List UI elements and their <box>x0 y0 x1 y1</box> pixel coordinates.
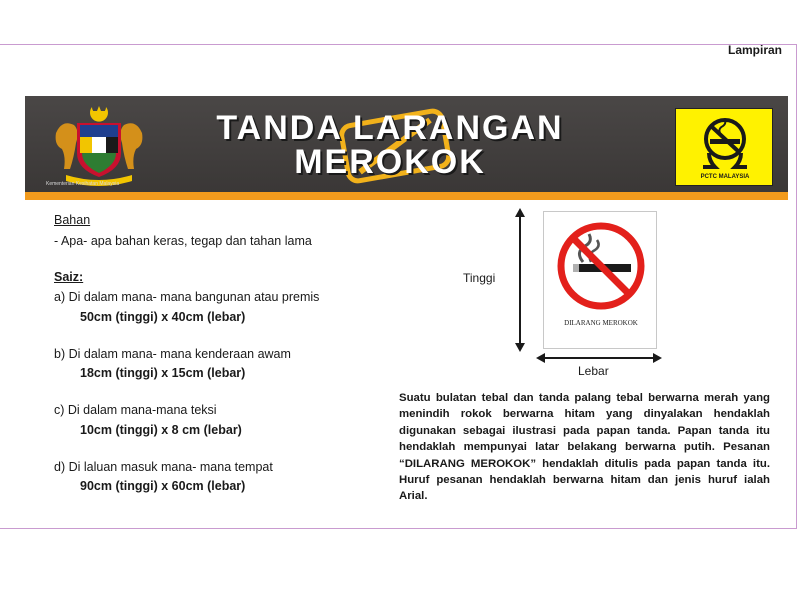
width-arrow-icon <box>536 352 662 364</box>
pctc-caption: PCTC MALAYSIA <box>700 174 750 180</box>
saiz-item-b-label: b) Di dalam mana- mana kenderaan awam <box>54 347 291 361</box>
height-arrow-icon <box>512 208 528 352</box>
title-block <box>180 100 600 190</box>
saiz-item-d-size: 90cm (tinggi) x 60cm (lebar) <box>80 479 246 493</box>
title-line-2: MEROKOK <box>294 143 486 181</box>
saiz-item-c-label: c) Di dalam mana-mana teksi <box>54 403 217 417</box>
title-line-1: TANDA LARANGAN <box>216 109 564 147</box>
lampiran-label: Lampiran <box>728 43 783 57</box>
saiz-item-a-label: a) Di dalam mana- mana bangunan atau premis <box>54 290 320 304</box>
tinggi-label: Tinggi <box>463 271 496 285</box>
saiz-heading: Saiz: <box>54 270 84 284</box>
bahan-heading: Bahan <box>54 213 91 227</box>
no-smoking-icon <box>555 220 647 312</box>
sign-caption: DILARANG MEROKOK <box>564 319 638 327</box>
saiz-item-c-size: 10cm (tinggi) x 8 cm (lebar) <box>80 423 242 437</box>
banner-orange-strip <box>25 192 788 200</box>
bahan-item: - Apa- apa bahan keras, tegap dan tahan lama <box>54 234 312 248</box>
description-paragraph: Suatu bulatan tebal dan tanda palang tebal berwarna merah yang menindih rokok berwarna hitam yang dinyalakan hendaklah digunakan sebagai ilustrasi pada papan tanda. Papan tanda itu hendaklah mempunyai latar belakang berwarna putih. Pesanan “DILARANG MEROKOK” hendaklah ditulis pada papan tanda itu. Huruf pesanan hendaklah berwarna hitam dan jenis huruf ialah Arial. <box>399 392 770 503</box>
malaysia-coat-of-arms-icon <box>44 103 154 189</box>
saiz-item-b-size: 18cm (tinggi) x 15cm (lebar) <box>80 366 246 380</box>
no-smoking-sign <box>543 211 657 349</box>
ministry-caption: Kementerian Kesihatan Malaysia <box>46 181 120 187</box>
saiz-item-d-label: d) Di laluan masuk mana- mana tempat <box>54 460 273 474</box>
lebar-label: Lebar <box>578 364 609 378</box>
saiz-item-a-size: 50cm (tinggi) x 40cm (lebar) <box>80 310 246 324</box>
pctc-malaysia-logo <box>675 108 773 186</box>
no-smoking-omega-icon <box>699 115 751 173</box>
